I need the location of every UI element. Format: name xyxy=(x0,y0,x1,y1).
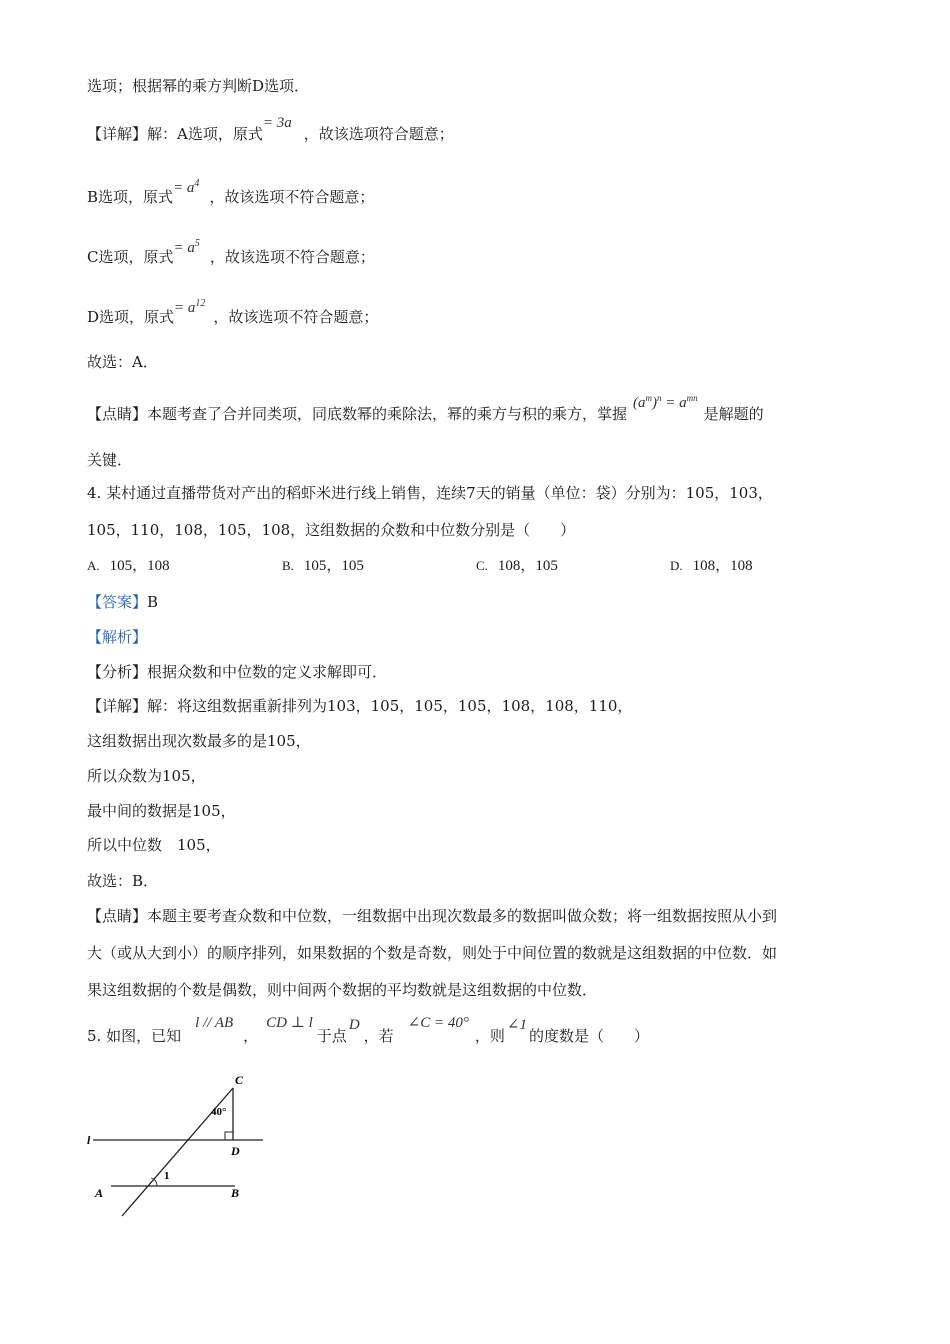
detail-line-a xyxy=(87,115,454,145)
option-letter: A. xyxy=(87,558,100,573)
label: D选项，原式 xyxy=(87,308,175,326)
text-line xyxy=(87,352,158,372)
sentence: 【点睛】本题主要考查众数和中位数，一组数据中出现次数最多的数据叫做众数；将一组数据按照从小到 xyxy=(87,907,778,925)
sentence: 【分析】根据众数和中位数的定义求解即可． xyxy=(87,663,388,681)
text-line xyxy=(87,906,777,926)
sentence: 故选：A． xyxy=(87,353,158,371)
sentence: 4. 某村通过直播带货对产出的稻虾米进行线上销售，连续7天的销量（单位：袋）分别为：105，103， xyxy=(87,484,773,502)
label-angle-40: 40° xyxy=(211,1106,227,1118)
text-line xyxy=(87,731,311,751)
question-5-stem xyxy=(87,1015,649,1047)
exponent: mn xyxy=(686,393,698,403)
math-expression: ) xyxy=(652,395,658,411)
text-line xyxy=(87,801,236,821)
text-line xyxy=(87,980,597,1000)
comment-line xyxy=(87,393,764,425)
detail-line-b xyxy=(87,178,375,208)
text-line xyxy=(87,450,132,470)
sentence: 果这组数据的个数是偶数，则中间两个数据的平均数就是这组数据的中位数． xyxy=(87,981,598,999)
detail-line-c xyxy=(87,238,375,268)
exponent: n xyxy=(657,393,662,403)
sentence: 105，110，108，105，108，这组数据的众数和中位数分别是（ ） xyxy=(87,521,576,539)
sentence: 故选：B． xyxy=(87,872,159,890)
detail-line-d xyxy=(87,298,379,328)
label-l: l xyxy=(87,1133,91,1147)
text-line xyxy=(87,696,632,716)
option-text: 108，108 xyxy=(692,558,753,574)
exponent: 12 xyxy=(195,298,206,309)
option-text: 105，108 xyxy=(109,558,170,574)
sentence: 最中间的数据是105， xyxy=(87,802,236,820)
geometry-figure xyxy=(85,1068,285,1232)
math-expression: l // AB xyxy=(195,1015,234,1031)
figure-svg xyxy=(85,1068,285,1228)
math-expression: D xyxy=(348,1017,360,1033)
question-4-stem xyxy=(87,483,773,503)
option-a[interactable] xyxy=(87,556,170,576)
sentence: 这组数据出现次数最多的是105， xyxy=(87,732,311,750)
sentence: 所以中位数 105， xyxy=(87,836,221,854)
label-d: D xyxy=(231,1144,240,1158)
label: ，故该选项符合题意； xyxy=(303,125,454,143)
analysis-label: 【解析】 xyxy=(87,628,148,646)
exponent: 4 xyxy=(194,178,200,189)
text-line xyxy=(87,871,158,891)
math-expression: (a xyxy=(633,395,646,411)
option-letter: D. xyxy=(670,558,683,573)
label-b: B xyxy=(231,1186,240,1200)
option-letter: B. xyxy=(282,558,294,573)
math-expression: = a xyxy=(174,300,196,316)
label: 【点睛】本题考查了合并同类项，同底数幂的乘除法，幂的乘方与积的乘方，掌握 xyxy=(87,405,628,423)
sentence: 大（或从大到小）的顺序排列，如果数据的个数是奇数，则处于中间位置的数就是这组数据的中位数．如 xyxy=(87,944,778,962)
option-c[interactable] xyxy=(476,556,558,576)
label: C选项，原式 xyxy=(87,248,174,266)
answer-label: 【答案】 xyxy=(87,593,148,611)
text-line xyxy=(87,943,777,963)
option-b[interactable] xyxy=(282,556,364,576)
sentence: 所以众数为105， xyxy=(87,767,206,785)
label: 的度数是（ ） xyxy=(528,1027,649,1045)
label: ，故该选项不符合题意； xyxy=(209,248,375,266)
text-line xyxy=(87,835,221,855)
answer-value: B xyxy=(147,593,159,611)
right-angle-mark xyxy=(225,1132,233,1140)
label: ，若 xyxy=(363,1027,394,1045)
label: ，故该选项不符合题意； xyxy=(209,188,375,206)
option-letter: C. xyxy=(476,558,488,573)
label: B选项，原式 xyxy=(87,188,174,206)
math-expression: ∠C = 40° xyxy=(407,1015,469,1031)
text-line xyxy=(87,766,206,786)
text-line xyxy=(87,662,387,682)
option-d[interactable] xyxy=(670,556,753,576)
text-line xyxy=(87,76,309,96)
label: ，故该选项不符合题意； xyxy=(213,308,379,326)
label: 于点 xyxy=(316,1027,347,1045)
label: 【详解】解：A选项，原式 xyxy=(87,125,263,143)
label-c: C xyxy=(235,1073,244,1087)
label: 5. 如图，已知 xyxy=(87,1027,182,1045)
exponent: 5 xyxy=(194,238,200,249)
answer-line xyxy=(87,592,158,612)
analysis-heading xyxy=(87,627,147,647)
option-text: 105，105 xyxy=(303,558,364,574)
math-expression: = a xyxy=(661,395,687,411)
option-text: 108，105 xyxy=(497,558,558,574)
math-expression: = a xyxy=(173,240,195,256)
exponent: m xyxy=(645,393,653,403)
math-expression: = a xyxy=(173,180,195,196)
label-a: A xyxy=(95,1186,104,1200)
sentence: 【详解】解：将这组数据重新排列为103，105，105，105，108，108，110， xyxy=(87,697,633,715)
label: ， xyxy=(243,1027,259,1045)
math-expression: ∠1 xyxy=(506,1017,527,1033)
sentence: 选项；根据幂的乘方判断D选项． xyxy=(87,77,310,95)
label-angle-1: 1 xyxy=(164,1170,170,1182)
math-expression: CD ⊥ l xyxy=(266,1015,313,1031)
question-4-stem xyxy=(87,520,575,540)
label: ，则 xyxy=(474,1027,505,1045)
math-expression: = 3a xyxy=(262,115,292,131)
label: 是解题的 xyxy=(703,405,764,423)
sentence: 关键． xyxy=(87,451,133,469)
